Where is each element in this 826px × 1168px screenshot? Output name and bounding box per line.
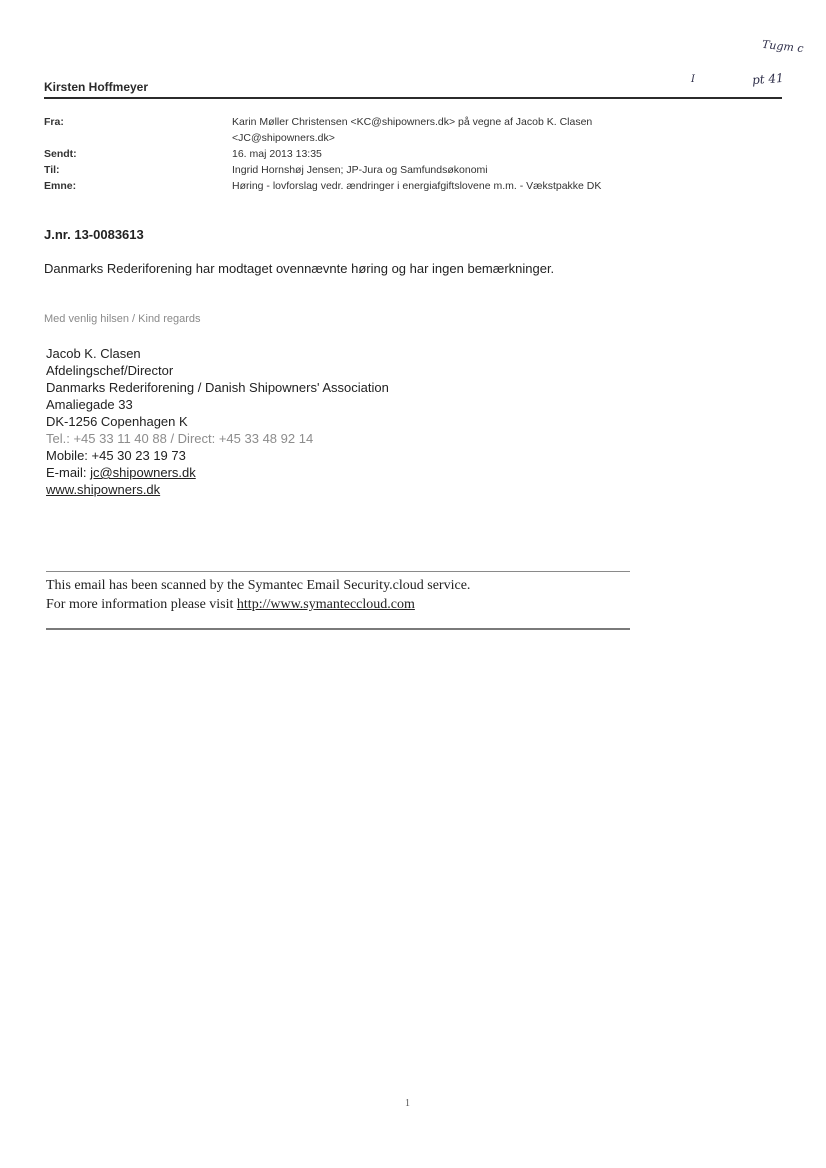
signature-name: Jacob K. Clasen	[46, 346, 141, 361]
field-label: Emne:	[44, 180, 77, 192]
handwritten-note-top: Tugm c	[761, 37, 805, 56]
email-link[interactable]: jc@shipowners.dk	[90, 465, 196, 480]
symantec-link[interactable]: http://www.symanteccloud.com	[236, 597, 415, 612]
signature-phone: Tel.: +45 33 11 40 88 / Direct: +45 33 48 92 14	[46, 431, 314, 446]
scan-notice-prefix: For more information please visit	[46, 597, 237, 612]
signature-mobile: Mobile: +45 30 23 19 73	[46, 448, 186, 463]
signature-organization: Danmarks Rederiforening / Danish Shipowners' Association	[46, 380, 389, 395]
from-value-line2: <JC@shipowners.dk>	[232, 132, 335, 144]
email-header-fields	[44, 114, 784, 194]
footer-divider-bottom	[46, 628, 630, 630]
signature-street: Amaliegade 33	[46, 397, 133, 412]
message-body: Danmarks Rederiforening har modtaget ovennævnte høring og har ingen bemærkninger.	[44, 261, 555, 276]
greeting: Med venlig hilsen / Kind regards	[44, 313, 201, 325]
field-sent	[44, 146, 784, 162]
signature-title: Afdelingschef/Director	[46, 363, 174, 378]
scan-notice-line2	[46, 595, 470, 614]
field-label: Sendt:	[44, 148, 77, 160]
field-subject	[44, 178, 784, 194]
email-label: E-mail:	[46, 465, 91, 480]
signature-block	[46, 345, 389, 498]
field-to	[44, 162, 784, 178]
handwritten-tick: I	[691, 74, 695, 85]
field-value: Høring - lovforslag vedr. ændringer i energiafgiftslovene m.m. - Vækstpakke DK	[232, 180, 602, 192]
field-label: Til:	[44, 164, 60, 176]
journal-number: J.nr. 13-0083613	[44, 227, 144, 242]
field-from	[44, 114, 784, 146]
field-label: Fra:	[44, 116, 64, 128]
field-value: Ingrid Hornshøj Jensen; JP-Jura og Samfundsøkonomi	[232, 164, 488, 176]
field-value: 16. maj 2013 13:35	[232, 148, 322, 160]
field-value	[232, 114, 784, 146]
scan-notice	[46, 576, 470, 614]
signature-email-line	[46, 464, 389, 481]
header-divider	[44, 97, 782, 99]
website-link[interactable]: www.shipowners.dk	[46, 482, 161, 497]
signature-city: DK-1256 Copenhagen K	[46, 414, 188, 429]
page-number: 1	[405, 1098, 410, 1109]
handwritten-note-side: pt 41	[751, 70, 785, 88]
from-value-line1: Karin Møller Christensen <KC@shipowners.dk> på vegne af Jacob K. Clasen	[232, 116, 593, 128]
scan-notice-line1: This email has been scanned by the Symantec Email Security.cloud service.	[46, 578, 471, 593]
footer-divider-top	[46, 571, 630, 572]
sender-name: Kirsten Hoffmeyer	[44, 80, 149, 94]
signature-website-line	[46, 481, 389, 498]
